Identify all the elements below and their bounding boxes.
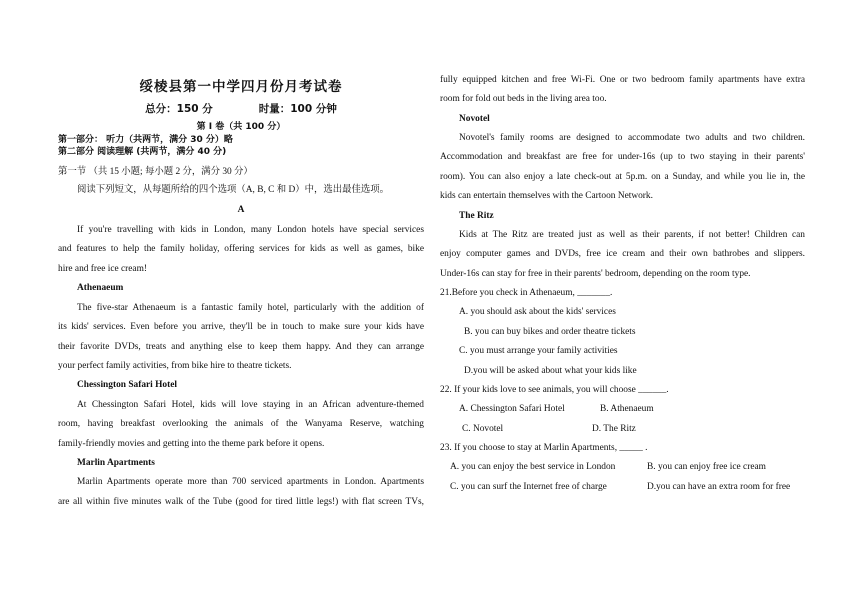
question-23-option-a: A. you can enjoy the best service in London bbox=[450, 462, 616, 472]
question-22-option-b: B. Athenaeum bbox=[600, 404, 654, 414]
athenaeum-heading: Athenaeum bbox=[77, 283, 124, 293]
chessington-line: At Chessington Safari Hotel, kids will love staying in an African adventure-themed bbox=[77, 400, 424, 410]
ritz-heading: The Ritz bbox=[459, 211, 494, 221]
athenaeum-line: its kids' services. Even before you arrive, they'll be in touch to make sure your kids have bbox=[58, 322, 424, 332]
marlin-line: Marlin Apartments operate more than 700 serviced apartments in London. Apartments bbox=[77, 477, 424, 487]
question-21-stem: 21.Before you check in Athenaeum, _______. bbox=[440, 288, 613, 298]
athenaeum-line: their favorite DVDs, treats and anything else to keep them happy. And they can arrange bbox=[58, 342, 424, 352]
question-23-option-d: D.you can have an extra room for free bbox=[647, 482, 791, 492]
athenaeum-line: your perfect family activities, from bike hire to theatre tickets. bbox=[58, 361, 292, 371]
section-one-heading: 第一节 （共 15 小题; 每小题 2 分，满分 30 分） bbox=[58, 167, 253, 177]
marlin-line: room for fold out beds in the living area too. bbox=[440, 94, 607, 104]
instruction-text: 阅读下列短文，从每题所给的四个选项（A, B, C 和 D）中，选出最佳选项。 bbox=[77, 185, 389, 195]
athenaeum-line: The five-star Athenaeum is a fantastic family hotel, particularly with the addition of bbox=[77, 303, 424, 313]
time-limit: 时量：100 分钟 bbox=[258, 103, 337, 115]
ritz-line: enjoy computer games and DVDs, free ice cream and their own bathrobes and slippers. bbox=[440, 249, 805, 259]
exam-title: 绥棱县第一中学四月份月考试卷 bbox=[139, 79, 343, 95]
ritz-line: Under-16s can stay for free in their parents' bedroom, depending on the room type. bbox=[440, 269, 751, 279]
volume-heading: 第 I 卷（共 100 分） bbox=[196, 122, 286, 132]
total-score: 总分：150 分 bbox=[145, 103, 213, 115]
question-23-option-c: C. you can surf the Internet free of charge bbox=[450, 482, 607, 492]
ritz-line: Kids at The Ritz are treated just as well as their parents, if not better! Children can bbox=[459, 230, 805, 240]
question-23-stem: 23. If you choose to stay at Marlin Apartments, _____ . bbox=[440, 443, 648, 453]
question-22-option-a: A. Chessington Safari Hotel bbox=[459, 404, 565, 414]
exam-meta bbox=[58, 101, 424, 116]
intro-line: hire and free ice cream! bbox=[58, 264, 147, 274]
chessington-heading: Chessington Safari Hotel bbox=[77, 380, 178, 390]
part-one-heading: 第一部分： 听力（共两节，满分 30 分）略 bbox=[58, 135, 233, 145]
novotel-line: Novotel's family rooms are designed to accommodate two adults and two children. bbox=[459, 133, 805, 143]
novotel-line: Accommodation and breakfast are free for under-16s (up to two staying in their parents' bbox=[440, 152, 805, 162]
novotel-heading: Novotel bbox=[459, 114, 490, 124]
question-22-option-d: D. The Ritz bbox=[592, 424, 636, 434]
intro-line: If you're travelling with kids in London, many London hotels have special services bbox=[77, 225, 424, 235]
part-two-heading: 第二部分 阅读理解 (共两节，满分 40 分) bbox=[58, 147, 227, 157]
novotel-line: kids can entertain themselves with the Cartoon Network. bbox=[440, 191, 653, 201]
marlin-line: fully equipped kitchen and free Wi-Fi. One or two bedroom family apartments have extra bbox=[440, 75, 805, 85]
question-22-stem: 22. If your kids love to see animals, you will choose ______. bbox=[440, 385, 669, 395]
question-21-option-b: B. you can buy bikes and order theatre tickets bbox=[464, 327, 636, 337]
question-23-option-b: B. you can enjoy free ice cream bbox=[647, 462, 766, 472]
passage-label: A bbox=[237, 205, 245, 215]
question-21-option-d: D.you will be asked about what your kids like bbox=[464, 366, 637, 376]
question-21-option-c: C. you must arrange your family activities bbox=[459, 346, 618, 356]
marlin-line: are all within five minutes walk of the Tube (good for tired little legs!) with flat screen TVs, bbox=[58, 497, 424, 507]
question-22-option-c: C. Novotel bbox=[462, 424, 504, 434]
question-21-option-a: A. you should ask about the kids' services bbox=[459, 307, 616, 317]
chessington-line: room, having breakfast overlooking the animals of the Wanyama Reserve, watching bbox=[58, 419, 424, 429]
novotel-line: room). You can also enjoy a late check-out at 5p.m. on a Sunday, and while you lie in, the bbox=[440, 172, 805, 182]
marlin-heading: Marlin Apartments bbox=[77, 458, 155, 468]
intro-line: and features to help the family holiday, offering services for kids as well as games, bike bbox=[58, 244, 424, 254]
chessington-line: family-friendly movies and getting into the theme park before it opens. bbox=[58, 439, 325, 449]
